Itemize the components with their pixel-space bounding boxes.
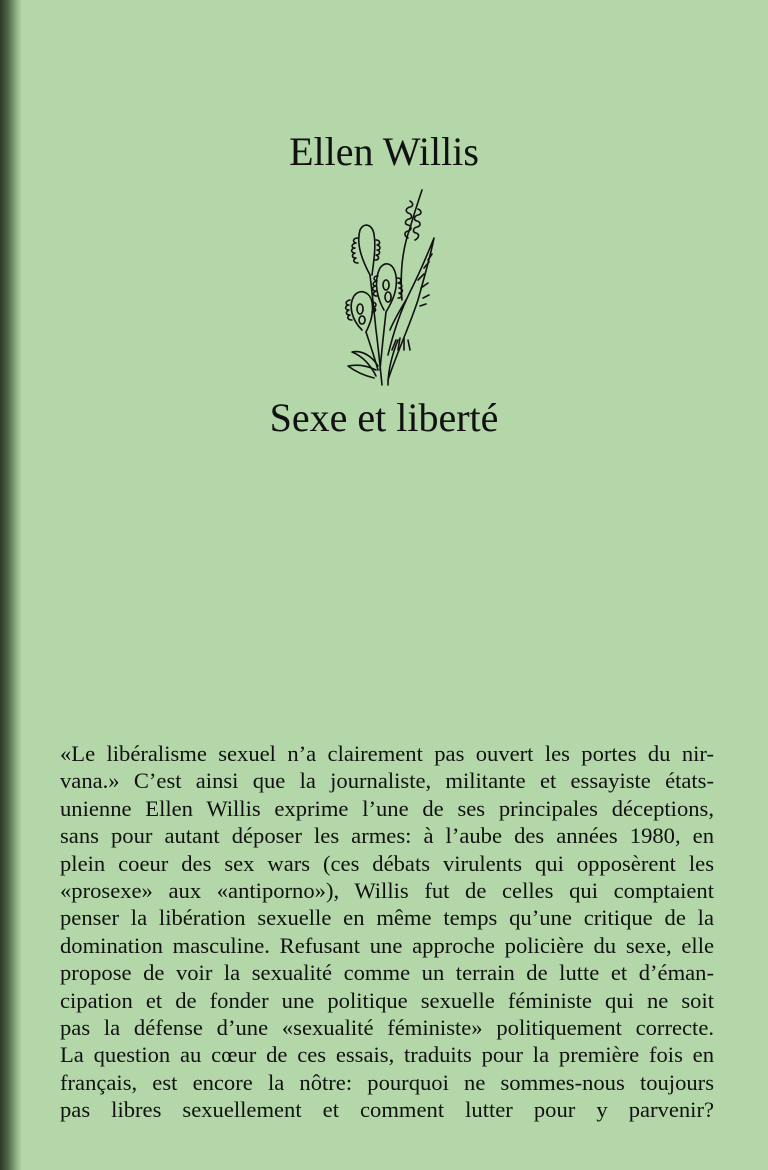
blurb-line: La question au cœur de ces essais, traduits pour la première fois en	[60, 1042, 714, 1068]
blurb-line: sans pour autant déposer les armes: à l’aube des années 1980, en	[60, 823, 714, 849]
blurb-line: unienne Ellen Willis exprime l’une de ses principales déceptions,	[60, 795, 714, 821]
blurb-line: plein coeur des sex wars (ces débats virulents qui opposèrent les	[60, 850, 714, 876]
blurb-line: pas libres sexuellement et comment lutter pour y parvenir?	[60, 1097, 714, 1123]
back-cover-blurb	[60, 740, 714, 1124]
blurb-line: penser la libération sexuelle en même temps qu’une critique de la	[60, 905, 714, 931]
flower-illustration-icon	[322, 180, 444, 390]
blurb-line: domination masculine. Refusant une approche policière du sexe, elle	[60, 932, 714, 958]
blurb-line: cipation et de fonder une politique sexuelle féministe qui ne soit	[60, 987, 714, 1013]
blurb-line: français, est encore la nôtre: pourquoi ne sommes-nous toujours	[60, 1069, 714, 1095]
blurb-line: propose de voir la sexualité comme un terrain de lutte et d’éman-	[60, 960, 714, 986]
blurb-line: vana.» C’est ainsi que la journaliste, militante et essayiste états-	[60, 768, 714, 794]
book-title: Sexe et liberté	[269, 395, 499, 440]
blurb-line: pas la défense d’une «sexualité féministe» politiquement correcte.	[60, 1015, 714, 1041]
author-name: Ellen Willis	[289, 129, 479, 174]
blurb-line: «Le libéralisme sexuel n’a clairement pas ouvert les portes du nir-	[60, 741, 714, 766]
blurb-line: «prosexe» aux «antiporno»), Willis fut de celles qui comptaient	[60, 878, 714, 904]
